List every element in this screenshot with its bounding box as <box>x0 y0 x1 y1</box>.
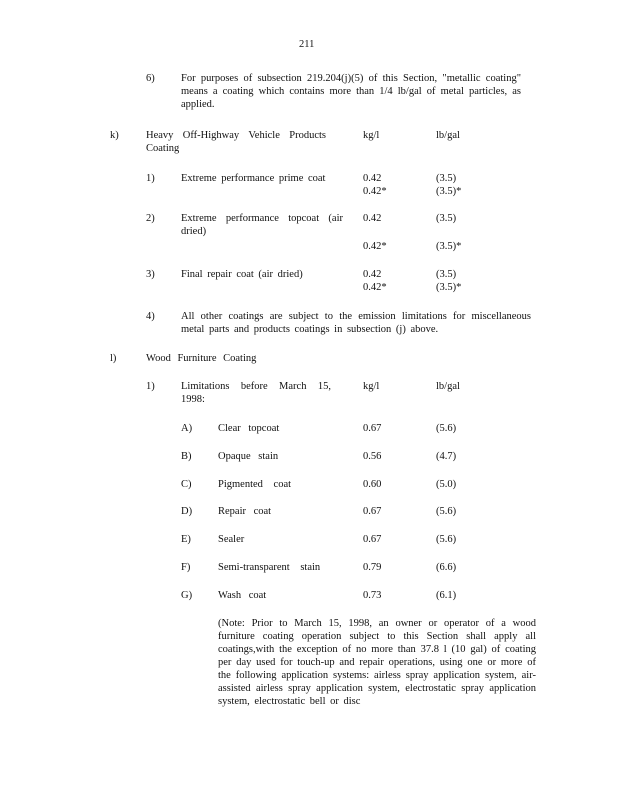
section-l-label: l) <box>110 353 117 364</box>
row-kg: 0.56 <box>363 451 382 462</box>
k-item-label: 3) <box>146 269 155 280</box>
k-item-4-label: 4) <box>146 311 155 322</box>
row-label: D) <box>181 506 193 517</box>
k-item-lb-alt: (3.5)* <box>436 186 462 197</box>
section-k-label: k) <box>110 130 119 141</box>
row-lb: (6.6) <box>436 562 457 573</box>
section-k-title: Heavy Off-Highway Vehicle Products Coating <box>146 130 326 154</box>
row-name: Semi-transparent stain <box>218 562 321 573</box>
k-item-lb: (3.5) <box>436 269 457 280</box>
l-unit-lb: lb/gal <box>436 381 460 392</box>
row-lb: (5.6) <box>436 423 457 434</box>
row-label: F) <box>181 562 191 573</box>
k-item-label: 2) <box>146 213 155 224</box>
k-item-lb: (3.5) <box>436 173 457 184</box>
page-number: 211 <box>299 39 315 50</box>
row-kg: 0.67 <box>363 423 382 434</box>
k-item-label: 1) <box>146 173 155 184</box>
k-item-4-text: All other coatings are subject to the emission limitations for miscellaneous metal parts and products coatings in subsection (j) above. <box>181 311 531 335</box>
note-paragraph: (Note: Prior to March 15, 1998, an owner or operator of a wood furniture coating operation subject to this Section shall apply all coatings,with the exception of no more than 37.8 l (10 gal) of coating per day used for touch-up and repair operations, using one or more of the following application systems: airless spray application system, air-assisted airless spray application system, electrostatic spray application system, electrostatic bell or disc <box>218 618 536 707</box>
row-label: C) <box>181 479 192 490</box>
row-label: G) <box>181 590 193 601</box>
k-item-name: Extreme performance topcoat (air dried) <box>181 213 343 237</box>
row-label: A) <box>181 423 193 434</box>
l-unit-kg: kg/l <box>363 381 380 392</box>
k-item-lb-alt: (3.5)* <box>436 241 462 252</box>
row-lb: (5.6) <box>436 534 457 545</box>
section-l-title: Wood Furniture Coating <box>146 353 257 364</box>
row-kg: 0.67 <box>363 534 382 545</box>
section-k-unit-kg: kg/l <box>363 130 380 141</box>
l-item-1-text: Limitations before March 15, 1998: <box>181 381 331 405</box>
row-lb: (5.0) <box>436 479 457 490</box>
k-item-name: Extreme performance prime coat <box>181 173 326 184</box>
row-label: E) <box>181 534 191 545</box>
row-lb: (6.1) <box>436 590 457 601</box>
k-item-name: Final repair coat (air dried) <box>181 269 303 280</box>
row-kg: 0.79 <box>363 562 382 573</box>
row-kg: 0.67 <box>363 506 382 517</box>
section-k-unit-lb: lb/gal <box>436 130 460 141</box>
k-item-kg-alt: 0.42* <box>363 241 387 252</box>
l-item-1-label: 1) <box>146 381 155 392</box>
row-name: Sealer <box>218 534 245 545</box>
row-name: Wash coat <box>218 590 267 601</box>
k-item-kg-alt: 0.42* <box>363 282 387 293</box>
k-item-lb: (3.5) <box>436 213 457 224</box>
row-kg: 0.60 <box>363 479 382 490</box>
row-name: Repair coat <box>218 506 272 517</box>
row-lb: (5.6) <box>436 506 457 517</box>
k-item-kg: 0.42 <box>363 269 382 280</box>
row-name: Opaque stain <box>218 451 279 462</box>
k-item-kg: 0.42 <box>363 213 382 224</box>
k-item-kg: 0.42 <box>363 173 382 184</box>
row-name: Pigmented coat <box>218 479 292 490</box>
row-kg: 0.73 <box>363 590 382 601</box>
row-label: B) <box>181 451 192 462</box>
k-item-kg-alt: 0.42* <box>363 186 387 197</box>
item-6-label: 6) <box>146 73 155 84</box>
item-6-text: For purposes of subsection 219.204(j)(5) of this Section, "metallic coating" means a coating which contains more than 1/4 lb/gal of metal particles, as applied. <box>181 73 521 110</box>
k-item-lb-alt: (3.5)* <box>436 282 462 293</box>
row-name: Clear topcoat <box>218 423 280 434</box>
row-lb: (4.7) <box>436 451 457 462</box>
